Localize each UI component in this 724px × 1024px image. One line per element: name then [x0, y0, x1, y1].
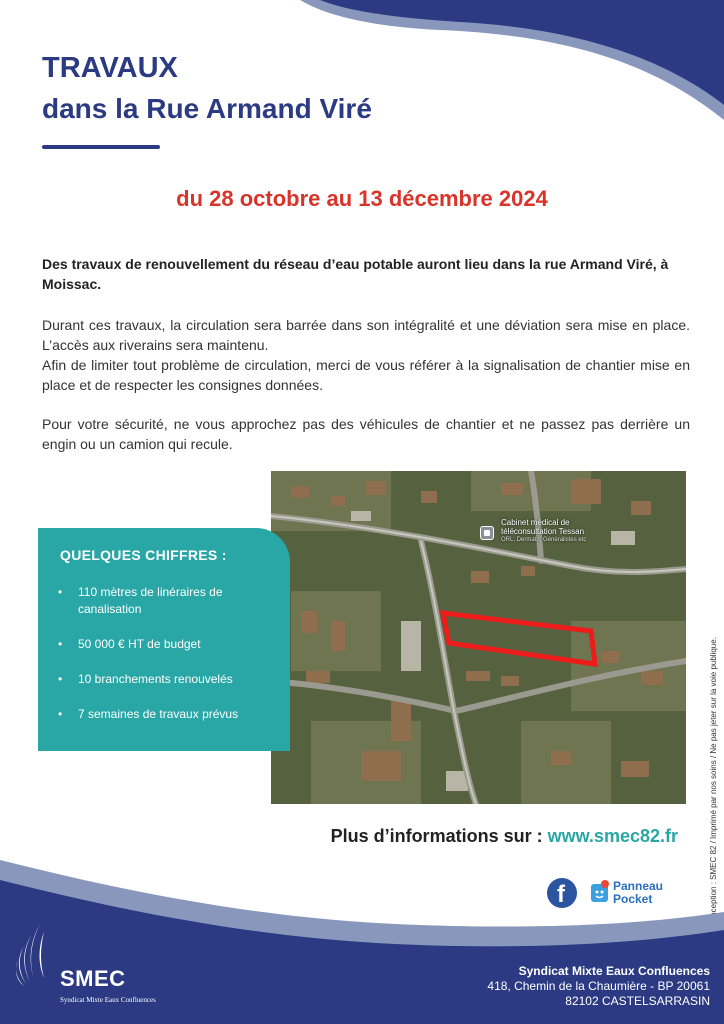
key-figures-list	[58, 584, 278, 741]
key-figures-box	[38, 528, 290, 751]
traffic-text-2: Afin de limiter tout problème de circulation, merci de vous référer à la signalisation de chantier mise en place et de respecter les consignes données.	[42, 357, 690, 393]
smec-logo-tagline: Syndicat Mixte Eaux Confluences	[60, 996, 156, 1004]
side-credit-text: Conception : SMEC 82 / Imprimé par nos soins / Ne pas jeter sur la voie publique.	[709, 637, 718, 927]
traffic-paragraph	[42, 315, 690, 395]
title-underline	[42, 145, 160, 149]
footer-org-name: Syndicat Mixte Eaux Confluences	[518, 964, 710, 978]
panneau-pocket-label[interactable]	[613, 880, 663, 906]
map-poi-sub: ORL, Dermato, Généralistes etc	[501, 537, 587, 543]
map-poi-name: Cabinet médical de téléconsultation Tessan	[501, 518, 585, 536]
aerial-map	[271, 471, 686, 804]
more-info-label: Plus d’informations sur :	[330, 826, 548, 846]
page-title: TRAVAUX	[42, 52, 178, 84]
key-figure-item: • 110 mètres de linéraires de canalisation	[58, 584, 278, 618]
key-figure-item: • 7 semaines de travaux prévus	[58, 706, 278, 723]
panneau-pocket-icon[interactable]	[590, 880, 610, 906]
facebook-icon[interactable]: f	[547, 878, 577, 908]
footer-address	[487, 964, 710, 1009]
more-info-line	[331, 826, 678, 847]
traffic-text-1: Durant ces travaux, la circulation sera barrée dans son intégralité et une déviation sera mise en place. L’accès aux riverains sera maintenu.	[42, 317, 690, 353]
smec-logo-name: SMEC	[60, 966, 126, 991]
footer-address-line1: 418, Chemin de la Chaumière - BP 20061	[487, 979, 710, 993]
safety-paragraph: Pour votre sécurité, ne vous approchez pas des véhicules de chantier et ne passez pas derrière un engin ou un camion qui recule.	[42, 416, 690, 452]
intro-text: Des travaux de renouvellement du réseau d’eau potable auront lieu dans la rue Armand Viré, à Moissac.	[42, 256, 669, 292]
footer-address-line2: 82102 CASTELSARRASIN	[565, 994, 710, 1008]
works-dates: du 28 octobre au 13 décembre 2024	[176, 186, 548, 211]
page-subtitle: dans la Rue Armand Viré	[42, 93, 372, 124]
panneau-pocket-line2: Pocket	[613, 892, 653, 906]
panneau-pocket-line1: Panneau	[613, 879, 664, 893]
website-link[interactable]: www.smec82.fr	[547, 826, 678, 846]
poi-pin-icon	[480, 526, 494, 540]
key-figures-title: QUELQUES CHIFFRES :	[60, 547, 227, 563]
key-figure-item: • 10 branchements renouvelés	[58, 671, 278, 688]
map-poi-label	[501, 518, 621, 545]
key-figure-item: • 50 000 € HT de budget	[58, 636, 278, 653]
